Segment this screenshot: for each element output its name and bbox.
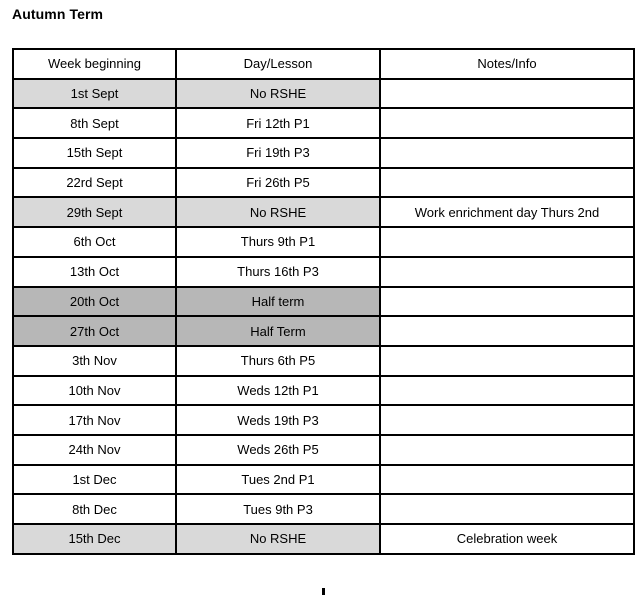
cell-day-lesson: Weds 12th P1: [176, 376, 380, 406]
cell-week-beginning: 15th Sept: [13, 138, 176, 168]
table-row: [13, 287, 634, 317]
table-row: [13, 405, 634, 435]
cell-notes-info: [380, 405, 634, 435]
table-row: [13, 465, 634, 495]
cell-day-lesson: Fri 26th P5: [176, 168, 380, 198]
cell-day-lesson: Thurs 16th P3: [176, 257, 380, 287]
table-row: [13, 316, 634, 346]
cell-week-beginning: 3th Nov: [13, 346, 176, 376]
cell-notes-info: [380, 376, 634, 406]
cell-notes-info: [380, 168, 634, 198]
table-row: [13, 435, 634, 465]
column-header-day-lesson: Day/Lesson: [176, 49, 380, 79]
cell-week-beginning: 10th Nov: [13, 376, 176, 406]
table-row: [13, 494, 634, 524]
cell-week-beginning: 8th Sept: [13, 108, 176, 138]
cell-week-beginning: 8th Dec: [13, 494, 176, 524]
table-row: [13, 168, 634, 198]
cell-day-lesson: No RSHE: [176, 197, 380, 227]
cell-week-beginning: 22rd Sept: [13, 168, 176, 198]
table-row: [13, 197, 634, 227]
cell-day-lesson: No RSHE: [176, 524, 380, 554]
cell-week-beginning: 1st Dec: [13, 465, 176, 495]
page-title: Autumn Term: [12, 6, 104, 22]
schedule-table: [12, 48, 635, 555]
table-row: [13, 227, 634, 257]
table-header: [13, 49, 634, 79]
cell-day-lesson: Tues 9th P3: [176, 494, 380, 524]
cell-notes-info: Work enrichment day Thurs 2nd: [380, 197, 634, 227]
cell-day-lesson: Fri 19th P3: [176, 138, 380, 168]
cell-notes-info: [380, 494, 634, 524]
cell-day-lesson: Thurs 6th P5: [176, 346, 380, 376]
cell-notes-info: [380, 316, 634, 346]
cell-day-lesson: Weds 19th P3: [176, 405, 380, 435]
table-header-row: [13, 49, 634, 79]
cell-week-beginning: 29th Sept: [13, 197, 176, 227]
column-header-week-beginning: Week beginning: [13, 49, 176, 79]
table-row: [13, 108, 634, 138]
table-row: [13, 79, 634, 109]
cell-notes-info: [380, 79, 634, 109]
cell-week-beginning: 17th Nov: [13, 405, 176, 435]
cell-notes-info: [380, 346, 634, 376]
table-row: [13, 257, 634, 287]
cell-week-beginning: 1st Sept: [13, 79, 176, 109]
cell-day-lesson: Fri 12th P1: [176, 108, 380, 138]
next-table-border-fragment: [322, 588, 325, 595]
table-body: [13, 79, 634, 554]
cell-notes-info: [380, 287, 634, 317]
cell-day-lesson: Half term: [176, 287, 380, 317]
cell-day-lesson: Weds 26th P5: [176, 435, 380, 465]
table-row: [13, 376, 634, 406]
cell-week-beginning: 15th Dec: [13, 524, 176, 554]
cell-notes-info: [380, 435, 634, 465]
cell-notes-info: Celebration week: [380, 524, 634, 554]
cell-notes-info: [380, 227, 634, 257]
cell-week-beginning: 13th Oct: [13, 257, 176, 287]
cell-week-beginning: 27th Oct: [13, 316, 176, 346]
table-row: [13, 346, 634, 376]
cell-day-lesson: Half Term: [176, 316, 380, 346]
table-row: [13, 524, 634, 554]
cell-day-lesson: No RSHE: [176, 79, 380, 109]
cell-week-beginning: 6th Oct: [13, 227, 176, 257]
column-header-notes-info: Notes/Info: [380, 49, 634, 79]
cell-week-beginning: 24th Nov: [13, 435, 176, 465]
cell-notes-info: [380, 465, 634, 495]
cell-week-beginning: 20th Oct: [13, 287, 176, 317]
cell-notes-info: [380, 108, 634, 138]
cell-notes-info: [380, 257, 634, 287]
cell-notes-info: [380, 138, 634, 168]
cell-day-lesson: Thurs 9th P1: [176, 227, 380, 257]
table-row: [13, 138, 634, 168]
cell-day-lesson: Tues 2nd P1: [176, 465, 380, 495]
